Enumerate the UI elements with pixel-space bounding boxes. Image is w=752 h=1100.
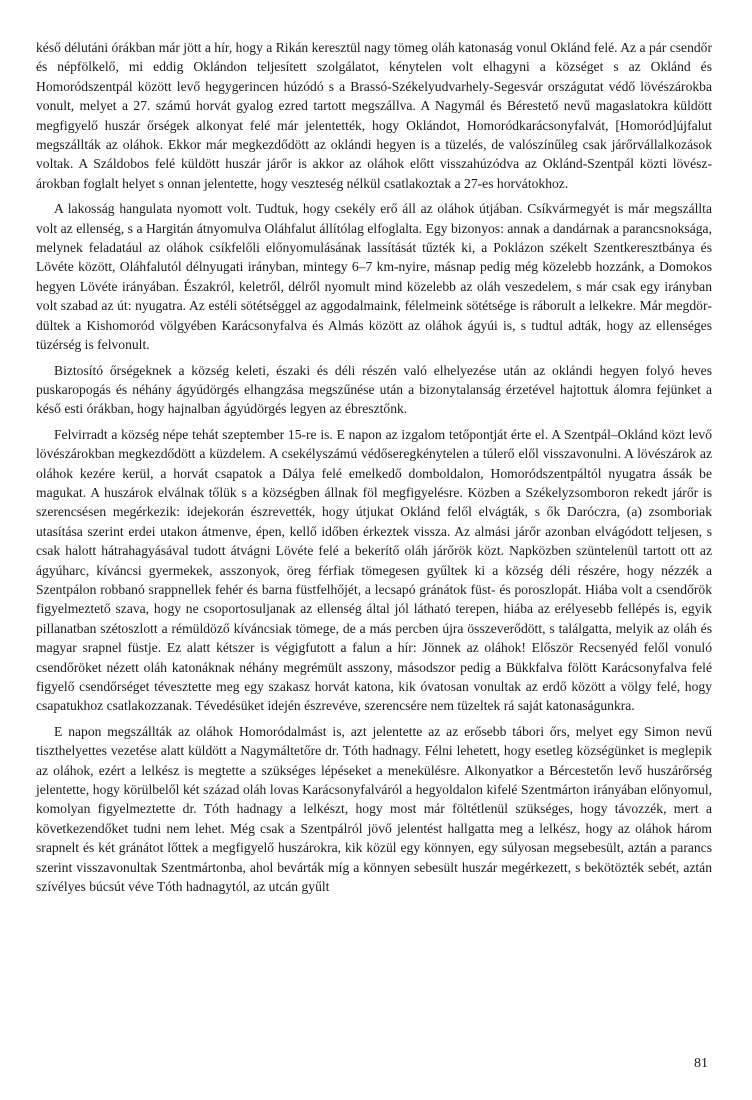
paragraph-5: E napon megszállták az oláhok Homoródalmást is, azt jelentette az az erősebb tábori őrs, melyet egy Simon nevű tiszthelyettes vezetése alatt küldött a Nagymáltetőre dr. Tóth hadnagy. Félni lehetett, hogy esetleg községünket is meglepik az oláhok, ezért a lelkész is megtette a szükséges lépéseket a menekülésre. Alkonyatkor a Bércestetőn levő huszárőrség jelentette, hogy körülbelől két század oláh lovas Karácsonyfalváról a hegyoldalon kifelé Szentmárton irányában előnyomul, komolyan figyelmeztette dr. Tóth hadnagy a lelkészt, hogy most már föltétlenül szükséges, hogy távozzék, mert a következendőket tudni nem lehet. Még csak a Szentpálról jövő jelentést hallgatta meg a lelkész, hogy az oláhok három srapnelt és két gránátot lőttek a megfigyelő huszárokra, kik közül egy könnyen, egy súlyosan megsebesült, aztán a parancs szerint visszavonultak Szentmártonba, ahol bevárták míg a könnyen sebesült huszár megérkezett, s bekötözték sebét, aztán szívélyes búcsút véve Tóth hadnagytól, az utcán gyűlt [36,723,712,895]
paragraph-1: késő délutáni órákban már jött a hír, hogy a Rikán keresztül nagy tömeg oláh katonaság vonul Oklánd felé. Az a pár csendőr és népfölkelő, mi eddig Oklándon teljesített szolgálatot, kénytelen volt elhagyni a községet s az Oklánd és Homoródszentpál között levő hegygerincen húzódó s a Brassó-Székelyudvarhely-Segesvár országutat védő lövészárokba vonult, melyet a 27. számú horvát gyalog ezred tartott megszállva. A Nagymál és Bérestető nevű magaslatokra küldött megfigyelő huszár őrségek alkonyat felé már jelentették, hogy Oklándot, Homoródkarácsonyfalvát, [Homoród]újfalut megszállták az oláhok. Ekkor már megkezdődött az oklándi hegyen is a tüzelés, de valószínűleg csak járőrvállalkozások voltak. A Száldobos felé küldött huszár járőr is akkor az oláhok előtt visszahúzódva az Oklánd-Szentpál közti lövészárokban foglalt helyet s onnan jelentette, hogy veszteség nélkül csatlakoztak a 27-es horvátokhoz. [36,40,712,191]
paragraph-2: A lakosság hangulata nyomott volt. Tudtuk, hogy csekély erő áll az oláhok útjában. Csíkvármegyét is már megszállta volt az ellenség, s a Hargitán átnyomulva Oláhfalut állítólag elfoglalta. Egy bizonyos: annak a dandárnak a parancsnoksága, melynek feladatául az oláhok csíkfelőli előnyomulásának lassítását tűzték ki, a Poklázon székelt Szentkeresztbánya és Lövéte között, Oláhfalutól délnyugati irányban, mintegy 6–7 km-nyire, másnap pedig még közelebb hozzánk, a Domokos hegyen Lövéte irányában. Északról, keletről, délről nyomult mind közelebb az oláh veszedelem, s már csak egy irányban volt szabad az út: nyugatra. Az estéli sötétséggel az aggodalmaink, félelmeink sötétsége is ráborult a lelkekre. Már megdördültek a Kishomoród völgyében Karácsonyfalva és Almás között az oláhok ágyúi is, s tudtul adták, hogy az ellenséges tüzérség is felvonult. [36,201,712,353]
paragraph-3: Biztosító őrségeknek a község keleti, északi és déli részén való elhelyezése után az oklándi hegyen folyó heves puskaropogás és néhány ágyúdörgés elhangzása megszűnése után a bizonytalanság érzetével hajtottuk álomra fejünket a késő esti órákban, hogy hajnalban ágyúdörgés legyen az ébresztőnk. [36,362,712,417]
paragraph-4: Felvirradt a község népe tehát szeptember 15-re is. E napon az izgalom tetőpontját érte el. A Szentpál–Oklánd közt levő lövészárokban megkezdődött a küzdelem. A csekélyszámú védőseregkénytelen a túlerő elől visszavonulni. A lövészárok az oláhok kezére kerül, a horvát csapatok a Dálya felé emelkedő domboldalon, Homoródszentpáltól nyugatra ássák be magukat. A huszárok elválnak tőlük s a községben állnak föl megfigyelésre. Közben a Székelyzsomboron rekedt járőr is szerencsésen megérkezik: idejekorán észrevették, hogy útjukat Oklánd felől elvágták, s ők Daróczra, (a) zsomboriak utasítása szerint erdei utakon átmenve, épen, kellő időben érkeztek vissza. Az almási járőr azonban elvágódott teljesen, s csak halott hátrahagyásával tudott átvágni Lövéte felé a bekerítő oláh járőrök közt. Napközben szüntelenül tartott ott az ágyúharc, kíváncsi gyermekek, asszonyok, öreg férfiak tömegesen gyűltek ki a község déli részére, hogy nézzék a Szentpálon robbanó srappnellek fehér és barna füstfelhőjét, a lecsapó gránátok füst- és poroszlopát. Hiába volt a csendőrök figyelmeztető szava, hogy ne csoportosuljanak az ellenség által jól látható terepen, hiába az erélyesebb fellépés is, egyik pillanatban szétoszlott a rémüldöző kíváncsiak tömege, de a más percben újra összeverődött, s találgatta, melyik az oláh és magyar srapnel füstje. Ez alatt kétszer is végigfutott a falun a hír: Jönnek az oláhok! Először Recsenyéd felől vonuló csendőröket nézett oláh katonáknak néhány megrémült asszony, másodszor pedig a Bükkfalva fölött Karácsonyfalva felé figyelő csendőrséget tévesztette meg egy szakasz horvát katona, kik óvatosan vonultak az erdő között a völgy felé, hogy csapatukhoz csatlakozzanak. Tévedésüket idején észrevéve, szerencsére nem tüzeltek rá saját katonaságunkra. [36,426,712,714]
document-page [36,38,712,902]
page-number: 81 [694,1056,708,1071]
